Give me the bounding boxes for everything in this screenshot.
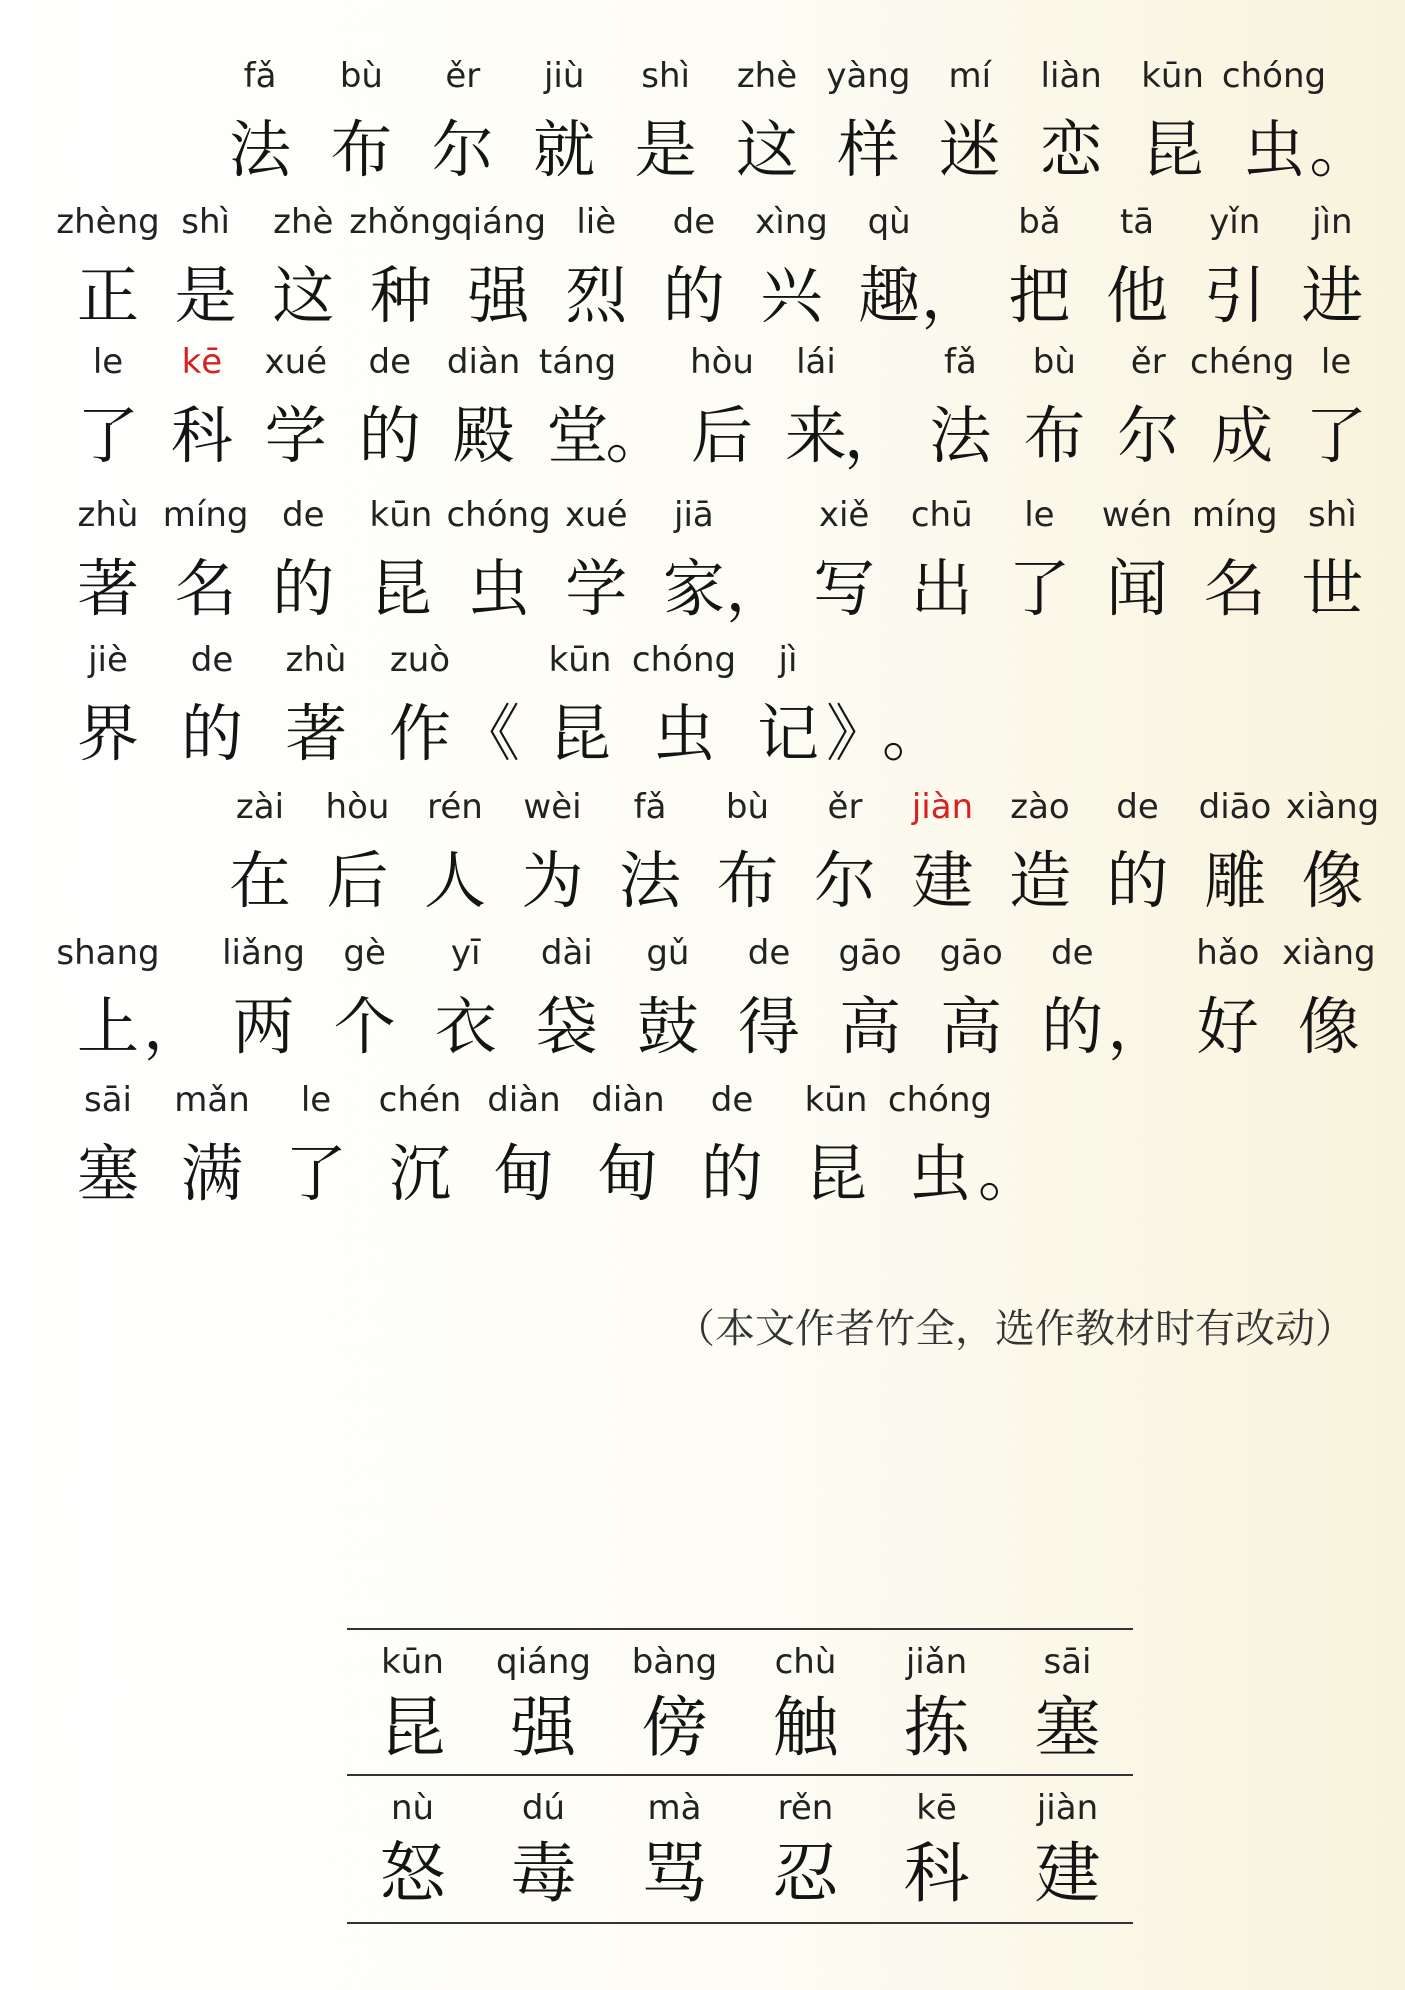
hanzi: 闻: [1106, 552, 1169, 625]
hanzi: 的: [1106, 844, 1169, 917]
pinyin: qù: [867, 202, 911, 242]
vocab-word: [609, 1778, 740, 1914]
hanzi: 样: [837, 113, 900, 186]
pinyin: gè: [343, 933, 386, 973]
vocab-hanzi: 骂: [641, 1835, 708, 1912]
pinyin: chū: [910, 495, 973, 535]
hanzi: 了: [76, 399, 139, 472]
pinyin: bù: [725, 787, 770, 827]
hanzi: 雕: [1203, 844, 1266, 917]
character-cell: [1276, 342, 1396, 492]
vocab-pinyin: qiáng: [496, 1642, 591, 1682]
pinyin: xiàng: [1282, 933, 1376, 973]
pinyin: mí: [948, 56, 992, 96]
hanzi: 布: [716, 844, 779, 917]
vocab-hanzi: 拣: [903, 1689, 970, 1766]
hanzi: 趣: [858, 259, 921, 332]
pinyin: shì: [1307, 495, 1357, 535]
pinyin: gāo: [838, 933, 902, 973]
pinyin: fǎ: [633, 787, 667, 827]
hanzi: 界: [76, 697, 139, 770]
hanzi: 在: [228, 844, 291, 917]
vocab-word: [1002, 1778, 1133, 1914]
vocab-hanzi: 毒: [510, 1835, 577, 1912]
hanzi: 像: [1297, 990, 1360, 1063]
pinyin: gǔ: [646, 933, 690, 973]
hanzi: 两: [232, 990, 295, 1063]
punctuation-mark: 。: [1309, 113, 1372, 186]
hanzi: 为: [521, 844, 584, 917]
pinyin: de: [672, 202, 716, 242]
pinyin: le: [1320, 342, 1352, 382]
vocab-pinyin: dú: [521, 1788, 566, 1828]
vocab-pinyin: jiǎn: [905, 1642, 968, 1682]
hanzi: 的: [662, 259, 725, 332]
hanzi: 名: [1203, 552, 1266, 625]
hanzi: 来: [784, 399, 847, 472]
hanzi: 家: [662, 552, 725, 625]
punctuation-mark: 。: [605, 399, 668, 472]
hanzi: 的: [272, 552, 335, 625]
hanzi: 著: [284, 697, 347, 770]
hanzi: 学: [565, 552, 628, 625]
hanzi: 建: [911, 844, 974, 917]
hanzi: 后: [691, 399, 754, 472]
pinyin: jìn: [1312, 202, 1353, 242]
hanzi: 甸: [596, 1137, 659, 1210]
pinyin: diàn: [446, 342, 521, 382]
vocab-rule-top: [347, 1628, 1133, 1630]
pinyin: fǎ: [243, 56, 277, 96]
pinyin: xiàng: [1285, 787, 1380, 827]
hanzi: 后: [326, 844, 389, 917]
pinyin: bù: [339, 56, 383, 96]
pinyin: le: [92, 342, 124, 382]
hanzi: 堂: [546, 399, 609, 472]
hanzi: 了: [1008, 552, 1071, 625]
hanzi: 虫: [1242, 113, 1305, 186]
pinyin: diāo: [1198, 787, 1272, 827]
hanzi: 甸: [492, 1137, 555, 1210]
hanzi: 著: [76, 552, 139, 625]
pinyin: ěr: [1130, 342, 1166, 382]
character-cell: [1272, 202, 1392, 352]
pinyin: xué: [564, 495, 628, 535]
pinyin: fǎ: [944, 342, 977, 382]
pinyin: liàn: [1040, 56, 1102, 96]
hanzi: 昆: [548, 697, 611, 770]
punctuation: [882, 640, 1008, 790]
punctuation-mark: ，: [843, 399, 906, 472]
hanzi: 是: [634, 113, 697, 186]
pinyin: chéng: [1190, 342, 1295, 382]
pinyin: gāo: [939, 933, 1003, 973]
passage-line: [0, 342, 1405, 492]
hanzi: 进: [1301, 259, 1364, 332]
hanzi: 昆: [804, 1137, 867, 1210]
hanzi: 人: [423, 844, 486, 917]
hanzi: 名: [174, 552, 237, 625]
vocab-hanzi: 昆: [379, 1689, 446, 1766]
hanzi: 记: [756, 697, 819, 770]
hanzi: 科: [170, 399, 233, 472]
passage-line: [0, 56, 1405, 206]
passage-line: [0, 202, 1405, 352]
hanzi: 像: [1301, 844, 1364, 917]
pinyin: xiě: [818, 495, 870, 535]
pinyin: míng: [162, 495, 249, 535]
vocab-pinyin: mà: [647, 1788, 702, 1828]
hanzi: 的: [180, 697, 243, 770]
pinyin: shì: [181, 202, 230, 242]
character-cell: [1272, 495, 1392, 645]
hanzi: 世: [1301, 552, 1364, 625]
pinyin: zài: [235, 787, 285, 827]
hanzi: 昆: [1141, 113, 1204, 186]
hanzi: 这: [735, 113, 798, 186]
punctuation: [1309, 56, 1405, 206]
hanzi: 烈: [565, 259, 628, 332]
pinyin: yī: [450, 933, 481, 973]
punctuation-mark: ，: [920, 259, 983, 332]
passage-line: [0, 495, 1405, 645]
punctuation-mark: ，: [143, 990, 206, 1063]
vocab-rule-middle: [347, 1774, 1133, 1776]
hanzi: 布: [330, 113, 393, 186]
hanzi: 兴: [760, 259, 823, 332]
pinyin: míng: [1191, 495, 1278, 535]
punctuation: [978, 1080, 1104, 1230]
hanzi: 引: [1203, 259, 1266, 332]
hanzi: 沉: [388, 1137, 451, 1210]
hanzi: 鼓: [636, 990, 699, 1063]
pinyin: de: [190, 640, 234, 680]
hanzi: 得: [737, 990, 800, 1063]
hanzi: 把: [1008, 259, 1071, 332]
hanzi: 作: [388, 697, 451, 770]
pinyin: hòu: [325, 787, 390, 827]
hanzi: 衣: [434, 990, 497, 1063]
hanzi: 就: [533, 113, 596, 186]
pinyin: ěr: [827, 787, 863, 827]
hanzi: 个: [333, 990, 396, 1063]
pinyin: de: [1051, 933, 1094, 973]
vocab-hanzi: 塞: [1034, 1689, 1101, 1766]
pinyin: zhèng: [56, 202, 160, 242]
hanzi: 强: [467, 259, 530, 332]
hanzi: 写: [813, 552, 876, 625]
pinyin: bù: [1032, 342, 1076, 382]
hanzi: 法: [929, 399, 992, 472]
hanzi: 正: [76, 259, 139, 332]
vocab-word: [1002, 1632, 1133, 1768]
pinyin: wèi: [523, 787, 582, 827]
pinyin: diàn: [487, 1080, 561, 1120]
punctuation-mark: 。: [882, 697, 945, 770]
hanzi: 的: [358, 399, 421, 472]
pinyin: qiáng: [451, 202, 547, 242]
vocab-word: [740, 1778, 871, 1914]
punctuation-mark: ，: [1107, 990, 1170, 1063]
vocab-hanzi: 忍: [772, 1835, 839, 1912]
hanzi: 的: [1041, 990, 1104, 1063]
pinyin: le: [300, 1080, 332, 1120]
pinyin: liǎng: [222, 933, 305, 973]
punctuation-mark: ，: [725, 552, 788, 625]
character-cell: [1273, 787, 1393, 937]
pinyin: kūn: [548, 640, 612, 680]
pinyin: tā: [1119, 202, 1155, 242]
pinyin: chén: [378, 1080, 462, 1120]
vocab-word: [871, 1778, 1002, 1914]
pinyin: jiè: [88, 640, 128, 680]
vocab-hanzi: 怒: [379, 1835, 446, 1912]
vocab-word: [478, 1778, 609, 1914]
pinyin: de: [282, 495, 325, 535]
pinyin: liè: [576, 202, 617, 242]
pinyin: ěr: [445, 56, 481, 96]
hanzi: 尔: [1117, 399, 1180, 472]
hanzi: 他: [1106, 259, 1169, 332]
pinyin: jì: [778, 640, 798, 680]
pinyin: zào: [1010, 787, 1070, 827]
vocab-pinyin: bàng: [631, 1642, 718, 1682]
pinyin: yàng: [826, 56, 911, 96]
pinyin: xué: [264, 342, 328, 382]
hanzi: 高: [940, 990, 1003, 1063]
hanzi: 塞: [76, 1137, 139, 1210]
pinyin: shang: [56, 933, 160, 973]
pinyin: yǐn: [1209, 202, 1261, 242]
character-cell: [1269, 933, 1389, 1083]
pinyin: kūn: [369, 495, 433, 535]
pinyin: sāi: [84, 1080, 132, 1120]
pinyin: jiù: [543, 56, 585, 96]
pinyin: chóng: [446, 495, 551, 535]
pinyin: zhè: [273, 202, 334, 242]
hanzi: 高: [839, 990, 902, 1063]
hanzi: 种: [369, 259, 432, 332]
vocab-hanzi: 触: [772, 1689, 839, 1766]
hanzi: 尔: [431, 113, 494, 186]
vocab-pinyin: sāi: [1043, 1642, 1092, 1682]
punctuation-mark: 》: [826, 697, 889, 770]
source-note: （本文作者竹全，选作教材时有改动）: [675, 1306, 1355, 1352]
vocab-pinyin: kūn: [381, 1642, 444, 1682]
vocab-word: [740, 1632, 871, 1768]
hanzi: 的: [700, 1137, 763, 1210]
hanzi: 布: [1023, 399, 1086, 472]
pinyin: xìng: [755, 202, 828, 242]
pinyin: de: [368, 342, 411, 382]
pinyin: chóng: [1221, 56, 1327, 96]
pinyin: zhù: [285, 640, 347, 680]
hanzi: 迷: [938, 113, 1001, 186]
hanzi: 袋: [535, 990, 598, 1063]
pinyin: táng: [538, 342, 617, 382]
hanzi: 虫: [467, 552, 530, 625]
pinyin: dài: [540, 933, 593, 973]
pinyin: hǎo: [1196, 933, 1260, 973]
pinyin: zhè: [736, 56, 798, 96]
vocab-hanzi: 建: [1034, 1835, 1101, 1912]
hanzi: 满: [180, 1137, 243, 1210]
hanzi: 了: [1305, 399, 1368, 472]
passage-line: [0, 933, 1405, 1083]
pinyin: wén: [1101, 495, 1173, 535]
pinyin: kūn: [1141, 56, 1204, 96]
pinyin-highlight: jiàn: [911, 787, 974, 827]
vocab-rule-bottom: [347, 1922, 1133, 1924]
hanzi: 成: [1211, 399, 1274, 472]
vocab-pinyin: jiàn: [1036, 1788, 1099, 1828]
hanzi: 出: [910, 552, 973, 625]
pinyin: chóng: [631, 640, 737, 680]
hanzi: 法: [618, 844, 681, 917]
pinyin: kūn: [804, 1080, 868, 1120]
passage-line: [0, 787, 1405, 937]
vocab-pinyin: rěn: [777, 1788, 834, 1828]
pinyin: chóng: [887, 1080, 993, 1120]
vocabulary-table: [347, 1628, 1133, 1924]
vocab-word: [609, 1632, 740, 1768]
pinyin: zuò: [389, 640, 451, 680]
vocab-word: [478, 1632, 609, 1768]
pinyin: zhù: [77, 495, 139, 535]
hanzi: 虫: [652, 697, 715, 770]
hanzi: 虫: [908, 1137, 971, 1210]
hanzi: 尔: [813, 844, 876, 917]
hanzi: 这: [272, 259, 335, 332]
pinyin: mǎn: [174, 1080, 250, 1120]
pinyin: le: [1024, 495, 1055, 535]
vocab-hanzi: 科: [903, 1835, 970, 1912]
hanzi: 是: [174, 259, 237, 332]
hanzi: 法: [228, 113, 291, 186]
vocab-pinyin: nù: [390, 1788, 435, 1828]
hanzi: 了: [284, 1137, 347, 1210]
hanzi: 学: [264, 399, 327, 472]
vocab-word: [347, 1632, 478, 1768]
hanzi: 殿: [452, 399, 515, 472]
hanzi: 上: [76, 990, 139, 1063]
pinyin: rén: [427, 787, 483, 827]
hanzi: 造: [1008, 844, 1071, 917]
vocab-word: [347, 1778, 478, 1914]
hanzi: 昆: [369, 552, 432, 625]
pinyin: diàn: [591, 1080, 665, 1120]
passage-line: [0, 1080, 1405, 1230]
pinyin: zhǒng: [349, 202, 453, 242]
punctuation-mark: 。: [978, 1137, 1041, 1210]
hanzi: 恋: [1040, 113, 1103, 186]
vocab-word: [871, 1632, 1002, 1768]
pinyin: hòu: [690, 342, 754, 382]
hanzi: 好: [1196, 990, 1259, 1063]
punctuation-mark: 《: [458, 697, 521, 770]
pinyin: de: [1116, 787, 1159, 827]
pinyin: shì: [641, 56, 690, 96]
passage-line: [0, 640, 1405, 790]
pinyin: de: [710, 1080, 754, 1120]
vocab-pinyin: kē: [916, 1788, 957, 1828]
pinyin: lái: [796, 342, 836, 382]
vocab-pinyin: chù: [774, 1642, 837, 1682]
pinyin: bǎ: [1018, 202, 1061, 242]
vocab-hanzi: 强: [510, 1689, 577, 1766]
pinyin: jiā: [674, 495, 714, 535]
vocab-hanzi: 傍: [641, 1689, 708, 1766]
pinyin-highlight: kē: [181, 342, 223, 382]
pinyin: de: [747, 933, 791, 973]
